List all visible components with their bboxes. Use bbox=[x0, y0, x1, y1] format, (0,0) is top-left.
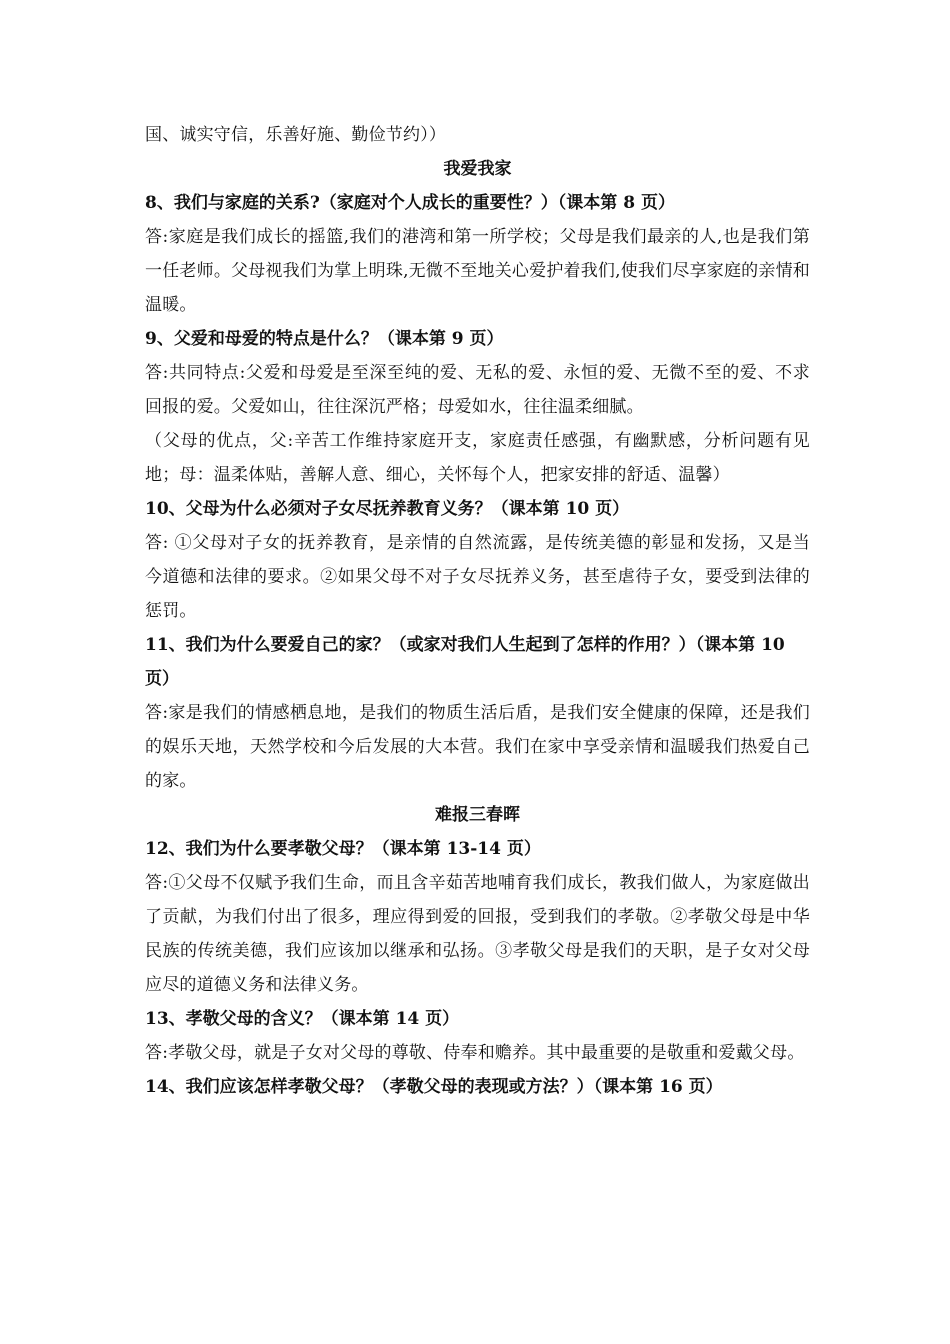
question-13: 13、孝敬父母的含义？（课本第 14 页） bbox=[145, 1009, 460, 1029]
answer-12: 答:①父母不仅赋予我们生命，而且含辛茹苦地哺育我们成长，教我们做人，为家庭做出了贡献，为我们付出了很多，理应得到爱的回报，受到我们的孝敬。②孝敬父母是中华民族的传统美德，我们应该加以继承和弘扬。③孝敬父母是我们的天职，是子女对父母应尽的道德义务和法律义务。 bbox=[145, 873, 810, 995]
section-heading-nan-bao-san-chun-hui: 难报三春晖 bbox=[435, 805, 520, 825]
question-11: 11、我们为什么要爱自己的家？（或家对我们人生起到了怎样的作用？）（课本第 10 页） bbox=[145, 635, 785, 689]
answer-9-note: （父母的优点，父:辛苦工作维持家庭开支，家庭责任感强，有幽默感，分析问题有见地；母：温柔体贴，善解人意、细心，关怀每个人，把家安排的舒适、温馨） bbox=[145, 431, 810, 485]
continuation-text: 国、诚实守信，乐善好施、勤俭节约）） bbox=[145, 125, 447, 145]
answer-9: 答:共同特点:父爱和母爱是至深至纯的爱、无私的爱、永恒的爱、无微不至的爱、不求回报的爱。父爱如山，往往深沉严格；母爱如水，往往温柔细腻。 bbox=[145, 363, 810, 417]
answer-8: 答:家庭是我们成长的摇篮,我们的港湾和第一所学校；父母是我们最亲的人,也是我们第一任老师。父母视我们为掌上明珠,无微不至地关心爱护着我们,使我们尽享家庭的亲情和温暖。 bbox=[145, 227, 810, 315]
answer-13: 答:孝敬父母，就是子女对父母的尊敬、侍奉和赡养。其中最重要的是敬重和爱戴父母。 bbox=[145, 1043, 805, 1063]
question-9: 9、父爱和母爱的特点是什么？（课本第 9 页） bbox=[145, 329, 504, 349]
question-14: 14、我们应该怎样孝敬父母？（孝敬父母的表现或方法？）（课本第 16 页） bbox=[145, 1077, 723, 1097]
document-page bbox=[145, 118, 810, 1104]
question-8: 8、我们与家庭的关系?（家庭对个人成长的重要性？）（课本第 8 页） bbox=[145, 193, 675, 213]
section-heading-wo-ai-wo-jia: 我爱我家 bbox=[443, 159, 512, 179]
question-10: 10、父母为什么必须对子女尽抚养教育义务？（课本第 10 页） bbox=[145, 499, 630, 519]
answer-11: 答:家是我们的情感栖息地，是我们的物质生活后盾，是我们安全健康的保障，还是我们的娱乐天地，天然学校和今后发展的大本营。我们在家中享受亲情和温暖我们热爱自己的家。 bbox=[145, 703, 810, 791]
question-12: 12、我们为什么要孝敬父母？（课本第 13-14 页） bbox=[145, 839, 541, 859]
answer-10: 答: ①父母对子女的抚养教育，是亲情的自然流露，是传统美德的彰显和发扬，又是当今道德和法律的要求。②如果父母不对子女尽抚养义务，甚至虐待子女，要受到法律的惩罚。 bbox=[145, 533, 810, 621]
